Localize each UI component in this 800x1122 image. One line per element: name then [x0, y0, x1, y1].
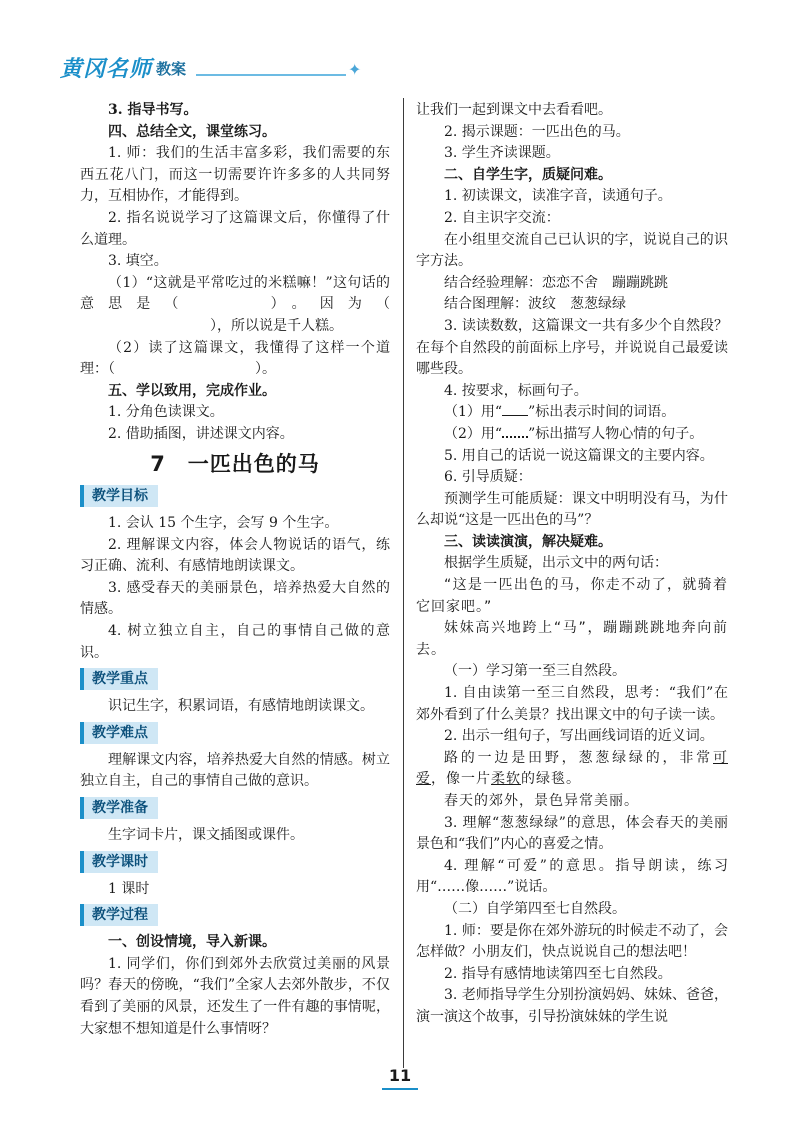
- tag-row: [80, 485, 390, 507]
- goal-item: 2. 理解课文内容，体会人物说话的语气，练习正确、流利、有感情地朗读课文。: [80, 536, 390, 575]
- quote-text: 妹妹高兴地跨上“马”，蹦蹦跳跳地奔向前去。: [416, 620, 728, 658]
- mark-instruction: [416, 402, 728, 424]
- tag-difficulties: 教学难点: [80, 722, 158, 744]
- mark-text: （2）用“: [444, 425, 503, 442]
- left-column: [80, 100, 390, 1040]
- paragraph: 理解课文内容，培养热爱大自然的情感。树立独立自主，自己的事情自己做的意识。: [80, 751, 390, 790]
- section-heading: 五、学以致用，完成作业。: [108, 382, 276, 399]
- tag-key-points: 教学重点: [80, 668, 158, 690]
- brand-subtitle: 教案: [156, 60, 187, 78]
- paragraph: 2. 指导有感情地读第四至七自然段。: [444, 965, 672, 982]
- paragraph: 5. 用自己的话说一说这篇课文的主要内容。: [444, 447, 714, 464]
- tag-class-hours: 教学课时: [80, 851, 158, 873]
- tag-process: 教学过程: [80, 904, 158, 926]
- paragraph: 2. 借助插图，讲述课文内容。: [108, 425, 294, 442]
- quote-text: [416, 748, 728, 791]
- tag-row: [80, 668, 390, 690]
- mark-text: ”标出描写人物心情的句子。: [528, 425, 704, 442]
- mark-text: ”标出表示时间的词语。: [528, 404, 676, 421]
- right-column: [416, 100, 728, 1029]
- paragraph: 3. 老师指导学生分别扮演妈妈、妹妹、爸爸，演一演这个故事，引导扮演妹妹的学生说: [416, 987, 728, 1025]
- wavy-mark-sample: [502, 424, 528, 438]
- section-heading: 一、创设情境，导入新课。: [108, 934, 276, 951]
- paragraph: 1. 同学们，你们到郊外去欣赏过美丽的风景吗？春天的傍晚，“我们”全家人去郊外散步，不仅看到了美丽的风景，还发生了一件有趣的事情呢，大家想不想知道是什么事情呀？: [80, 955, 390, 1037]
- quote-text: “这是一匹出色的马，你走不动了，就骑着它回家吧。”: [416, 577, 728, 615]
- paragraph: 2. 指名说说学习了这篇课文后，你懂得了什么道理。: [80, 209, 390, 248]
- tag-preparation: 教学准备: [80, 797, 158, 819]
- section-heading: 三、读读演演，解决疑难。: [444, 533, 612, 550]
- mark-instruction: [416, 424, 728, 446]
- underlined-word: 可爱: [416, 749, 728, 788]
- paragraph: 3. 理解“葱葱绿绿”的意思，体会春天的美丽景色和“我们”内心的喜爱之情。: [416, 814, 728, 853]
- page-number-rule: [382, 1088, 418, 1090]
- paragraph: 让我们一起到课文中去看看吧。: [416, 102, 612, 118]
- blank-text: ）。因为（: [256, 296, 391, 313]
- section-heading: 二、自学生字，质疑问难。: [444, 166, 612, 183]
- brand-logo: 黄冈名师: [60, 57, 153, 82]
- tag-goals: 教学目标: [80, 485, 158, 507]
- section-heading: 四、总结全文，课堂练习。: [108, 123, 276, 140]
- blank-text: （1）“这就是平常吃过的米糕嘛！”这句话的意思是（: [80, 274, 390, 313]
- sparkle-icon: ✦: [348, 60, 362, 79]
- page-number: 11: [388, 1066, 412, 1085]
- quote-part: ，像一片: [431, 771, 491, 788]
- paragraph: 2. 自主识字交流：: [444, 209, 560, 226]
- quote-part: 路的一边是田野，葱葱绿绿的，非常: [444, 749, 713, 766]
- paragraph: 1. 自由读第一至三自然段，思考：“我们”在郊外看到了什么美景？找出课文中的句子读一读。: [416, 685, 728, 723]
- paragraph: 3. 学生齐读课题。: [444, 145, 560, 162]
- paragraph: 预测学生可能质疑：课文中明明没有马，为什么却说“这是一匹出色的马”？: [416, 490, 728, 529]
- paragraph: 4. 理解“可爱”的意思。指导朗读，练习用“……像……”说话。: [416, 857, 728, 896]
- paragraph: 1. 初读课文，读准字音，读通句子。: [444, 188, 672, 205]
- paragraph: 2. 揭示课题：一匹出色的马。: [444, 123, 630, 140]
- paragraph: 结合图理解：波纹 葱葱绿绿: [444, 296, 626, 313]
- page-header: [60, 52, 360, 88]
- underline-mark-sample: [502, 403, 528, 416]
- paragraph: 6. 引导质疑：: [444, 469, 532, 486]
- tag-row: [80, 797, 390, 819]
- paragraph: （一）学习第一至三自然段。: [444, 663, 626, 680]
- paragraph: 根据学生质疑，出示文中的两句话：: [444, 555, 668, 572]
- lesson-title: 7 一匹出色的马: [150, 451, 320, 476]
- underlined-word: 柔软: [491, 771, 521, 788]
- paragraph: 1. 分角色读课文。: [108, 404, 224, 421]
- quote-part: 的绿毯。: [521, 771, 581, 788]
- quote-text: 春天的郊外，景色异常美丽。: [444, 793, 639, 809]
- paragraph: 生字词卡片，课文插图或课件。: [108, 827, 304, 844]
- tag-row: [80, 722, 390, 744]
- header-rule: [196, 74, 346, 76]
- paragraph: 在小组里交流自己已认识的字，说说自己的识字方法。: [416, 231, 728, 270]
- paragraph: （二）自学第四至七自然段。: [444, 900, 626, 917]
- blank-text: ）。: [255, 361, 276, 378]
- column-divider: [403, 98, 404, 1068]
- paragraph: 1. 师：我们的生活丰富多彩，我们需要的东西五花八门，而这一切需要许许多多的人共同努力，互相协作，才能得到。: [80, 145, 390, 205]
- tag-row: [80, 904, 390, 926]
- paragraph: 识记生字，积累词语，有感情地朗读课文。: [108, 698, 374, 715]
- paragraph: 1 课时: [108, 880, 150, 897]
- blank-text: ），所以说是千人糕。: [210, 317, 343, 334]
- paragraph: 3. 读读数数，这篇课文一共有多少个自然段？在每个自然段的前面标上序号，并说说自己最爱读哪些段。: [416, 317, 728, 378]
- mark-text: （1）用“: [444, 404, 503, 421]
- goal-item: 3. 感受春天的美丽景色，培养热爱大自然的情感。: [80, 579, 390, 618]
- paragraph: 3. 填空。: [108, 253, 168, 270]
- fill-blank-2: [80, 338, 390, 381]
- goal-item: 4. 树立独立自主，自己的事情自己做的意识。: [80, 623, 390, 661]
- paragraph: 2. 出示一组句子，写出画线词语的近义词。: [444, 728, 714, 745]
- paragraph: 结合经验理解：恋恋不舍 蹦蹦跳跳: [444, 274, 668, 291]
- goal-item: 1. 会认 15 个生字，会写 9 个生字。: [108, 515, 339, 532]
- paragraph: 1. 师：要是你在郊外游玩的时候走不动了，会怎样做？小朋友们，快点说说自己的想法吧！: [416, 922, 728, 961]
- step-text: 3. 指导书写。: [108, 102, 198, 118]
- blank-text: （2）读了这篇课文，我懂得了这样一个道理：（: [80, 339, 390, 378]
- tag-row: [80, 851, 390, 873]
- fill-blank-1: [80, 273, 390, 338]
- paragraph: 4. 按要求，标画句子。: [444, 382, 588, 399]
